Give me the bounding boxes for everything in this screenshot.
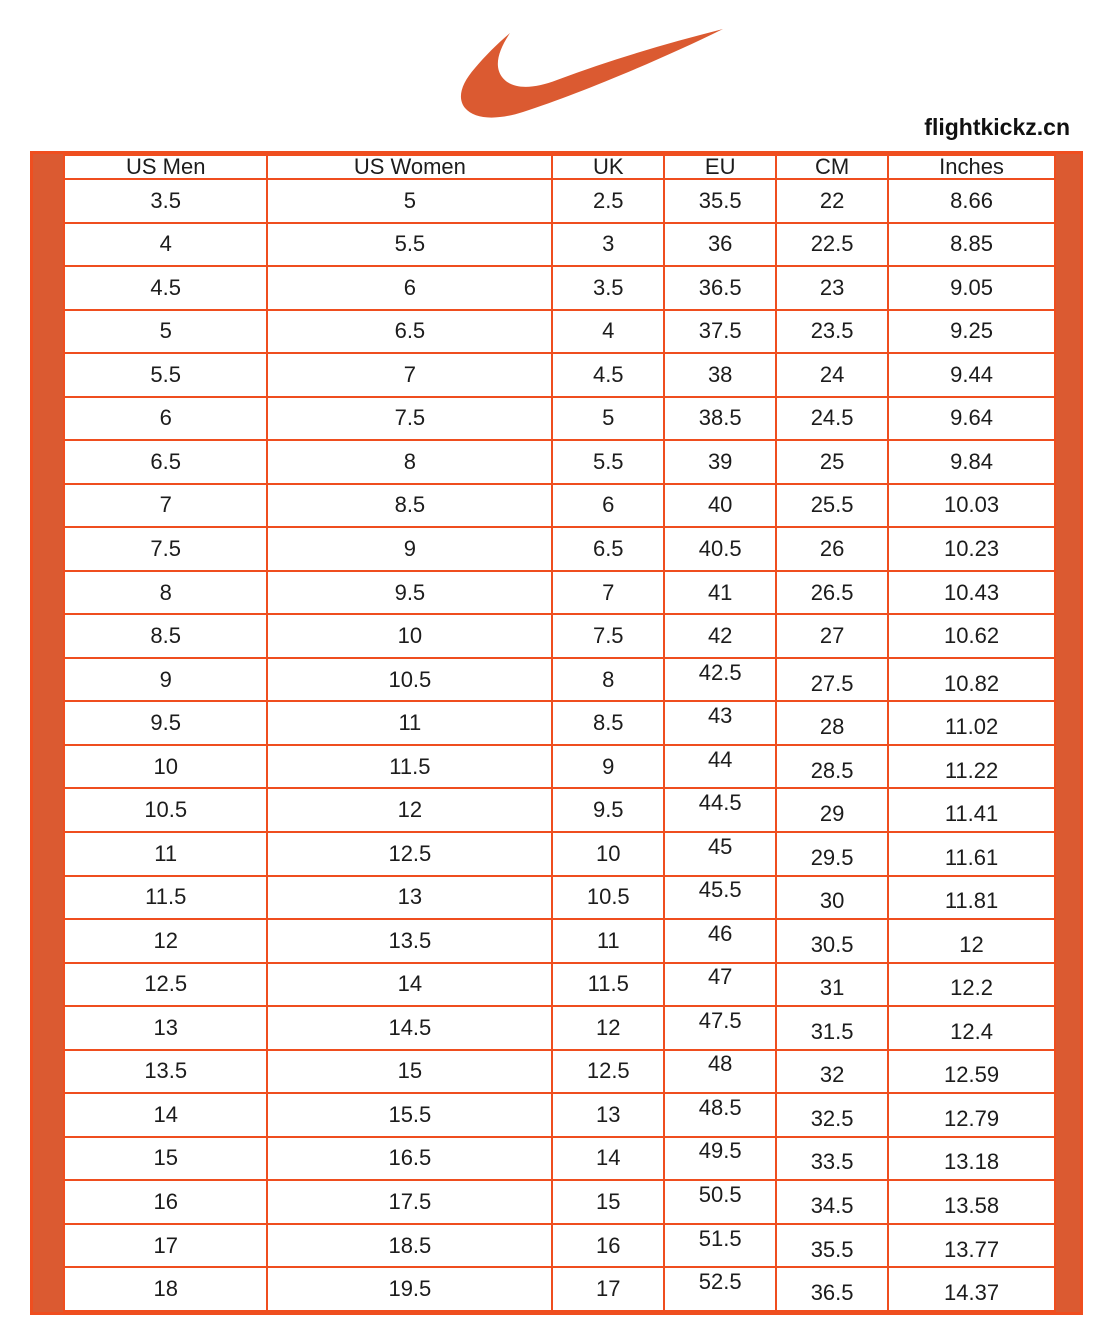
cell-us-men: 7.5 xyxy=(64,527,267,571)
cell-uk: 6 xyxy=(552,484,664,528)
cell-eu: 45.5 xyxy=(664,876,776,920)
cell-cm: 27.5 xyxy=(776,658,888,702)
column-header-uk: UK xyxy=(552,155,664,179)
cell-uk: 14 xyxy=(552,1137,664,1181)
table-row xyxy=(64,223,1055,267)
table-row xyxy=(64,788,1055,832)
table-row xyxy=(64,614,1055,658)
cell-eu: 36 xyxy=(664,223,776,267)
cell-us-women: 8.5 xyxy=(267,484,552,528)
cell-us-men: 18 xyxy=(64,1267,267,1311)
cell-us-men: 13.5 xyxy=(64,1050,267,1094)
cell-eu: 42 xyxy=(664,614,776,658)
cell-cm: 24 xyxy=(776,353,888,397)
cell-uk: 16 xyxy=(552,1224,664,1268)
cell-uk: 17 xyxy=(552,1267,664,1311)
cell-uk: 6.5 xyxy=(552,527,664,571)
table-row xyxy=(64,1180,1055,1224)
cell-cm: 26 xyxy=(776,527,888,571)
cell-us-women: 9.5 xyxy=(267,571,552,615)
cell-us-women: 13 xyxy=(267,876,552,920)
cell-uk: 15 xyxy=(552,1180,664,1224)
cell-us-women: 10 xyxy=(267,614,552,658)
cell-us-women: 11.5 xyxy=(267,745,552,789)
cell-cm: 26.5 xyxy=(776,571,888,615)
cell-us-men: 14 xyxy=(64,1093,267,1137)
table-row xyxy=(64,658,1055,702)
cell-us-men: 7 xyxy=(64,484,267,528)
table-row xyxy=(64,1050,1055,1094)
cell-inches: 11.41 xyxy=(888,788,1055,832)
table-row xyxy=(64,876,1055,920)
cell-uk: 2.5 xyxy=(552,179,664,223)
table-row xyxy=(64,1006,1055,1050)
cell-uk: 7 xyxy=(552,571,664,615)
table-row xyxy=(64,571,1055,615)
cell-us-men: 6 xyxy=(64,397,267,441)
cell-cm: 30 xyxy=(776,876,888,920)
cell-eu: 49.5 xyxy=(664,1137,776,1181)
table-row xyxy=(64,310,1055,354)
cell-us-women: 18.5 xyxy=(267,1224,552,1268)
table-row xyxy=(64,1137,1055,1181)
nike-swoosh-icon xyxy=(452,26,726,122)
cell-us-women: 19.5 xyxy=(267,1267,552,1311)
cell-uk: 11.5 xyxy=(552,963,664,1007)
cell-us-women: 12.5 xyxy=(267,832,552,876)
table-row xyxy=(64,266,1055,310)
table-row xyxy=(64,440,1055,484)
cell-eu: 36.5 xyxy=(664,266,776,310)
cell-uk: 10.5 xyxy=(552,876,664,920)
cell-uk: 7.5 xyxy=(552,614,664,658)
cell-us-women: 6 xyxy=(267,266,552,310)
cell-us-men: 13 xyxy=(64,1006,267,1050)
cell-eu: 44 xyxy=(664,745,776,789)
cell-eu: 46 xyxy=(664,919,776,963)
table-row xyxy=(64,832,1055,876)
cell-us-men: 16 xyxy=(64,1180,267,1224)
cell-uk: 3 xyxy=(552,223,664,267)
cell-uk: 8 xyxy=(552,658,664,702)
cell-eu: 52.5 xyxy=(664,1267,776,1311)
cell-eu: 45 xyxy=(664,832,776,876)
cell-uk: 4 xyxy=(552,310,664,354)
cell-cm: 32.5 xyxy=(776,1093,888,1137)
table-row xyxy=(64,397,1055,441)
cell-us-women: 14.5 xyxy=(267,1006,552,1050)
cell-inches: 11.61 xyxy=(888,832,1055,876)
cell-uk: 12.5 xyxy=(552,1050,664,1094)
cell-inches: 11.81 xyxy=(888,876,1055,920)
cell-cm: 34.5 xyxy=(776,1180,888,1224)
cell-eu: 47 xyxy=(664,963,776,1007)
cell-cm: 22.5 xyxy=(776,223,888,267)
cell-cm: 25 xyxy=(776,440,888,484)
cell-us-men: 6.5 xyxy=(64,440,267,484)
cell-uk: 9 xyxy=(552,745,664,789)
cell-uk: 5.5 xyxy=(552,440,664,484)
cell-us-men: 10 xyxy=(64,745,267,789)
cell-us-women: 8 xyxy=(267,440,552,484)
cell-eu: 50.5 xyxy=(664,1180,776,1224)
cell-uk: 8.5 xyxy=(552,701,664,745)
cell-us-men: 8.5 xyxy=(64,614,267,658)
cell-eu: 48 xyxy=(664,1050,776,1094)
table-row xyxy=(64,963,1055,1007)
cell-us-women: 5 xyxy=(267,179,552,223)
cell-us-men: 4.5 xyxy=(64,266,267,310)
cell-inches: 12.4 xyxy=(888,1006,1055,1050)
cell-cm: 36.5 xyxy=(776,1267,888,1311)
cell-eu: 51.5 xyxy=(664,1224,776,1268)
cell-inches: 8.85 xyxy=(888,223,1055,267)
cell-us-women: 6.5 xyxy=(267,310,552,354)
cell-cm: 28.5 xyxy=(776,745,888,789)
cell-us-women: 12 xyxy=(267,788,552,832)
cell-us-women: 11 xyxy=(267,701,552,745)
cell-inches: 13.77 xyxy=(888,1224,1055,1268)
cell-us-men: 12 xyxy=(64,919,267,963)
cell-us-men: 12.5 xyxy=(64,963,267,1007)
cell-cm: 31 xyxy=(776,963,888,1007)
cell-uk: 4.5 xyxy=(552,353,664,397)
cell-inches: 9.64 xyxy=(888,397,1055,441)
cell-eu: 40 xyxy=(664,484,776,528)
cell-inches: 14.37 xyxy=(888,1267,1055,1311)
cell-uk: 9.5 xyxy=(552,788,664,832)
cell-inches: 9.05 xyxy=(888,266,1055,310)
cell-us-women: 10.5 xyxy=(267,658,552,702)
cell-eu: 40.5 xyxy=(664,527,776,571)
cell-eu: 37.5 xyxy=(664,310,776,354)
cell-eu: 41 xyxy=(664,571,776,615)
column-header-us-men: US Men xyxy=(64,155,267,179)
cell-inches: 11.22 xyxy=(888,745,1055,789)
site-label: flightkickz.cn xyxy=(924,114,1070,140)
cell-inches: 13.58 xyxy=(888,1180,1055,1224)
table-row xyxy=(64,745,1055,789)
left-accent-band xyxy=(33,154,63,1312)
column-header-eu: EU xyxy=(664,155,776,179)
cell-eu: 43 xyxy=(664,701,776,745)
cell-inches: 12.59 xyxy=(888,1050,1055,1094)
cell-cm: 29.5 xyxy=(776,832,888,876)
cell-cm: 32 xyxy=(776,1050,888,1094)
cell-us-men: 11.5 xyxy=(64,876,267,920)
cell-inches: 10.82 xyxy=(888,658,1055,702)
cell-inches: 12 xyxy=(888,919,1055,963)
cell-uk: 11 xyxy=(552,919,664,963)
table-row xyxy=(64,353,1055,397)
cell-us-women: 17.5 xyxy=(267,1180,552,1224)
size-chart-frame xyxy=(30,151,1083,1315)
cell-us-men: 5 xyxy=(64,310,267,354)
cell-inches: 12.2 xyxy=(888,963,1055,1007)
column-header-cm: CM xyxy=(776,155,888,179)
cell-cm: 22 xyxy=(776,179,888,223)
column-header-inches: Inches xyxy=(888,155,1055,179)
cell-inches: 11.02 xyxy=(888,701,1055,745)
cell-cm: 28 xyxy=(776,701,888,745)
cell-inches: 10.23 xyxy=(888,527,1055,571)
cell-inches: 12.79 xyxy=(888,1093,1055,1137)
cell-uk: 5 xyxy=(552,397,664,441)
cell-cm: 30.5 xyxy=(776,919,888,963)
cell-us-men: 9 xyxy=(64,658,267,702)
header-row xyxy=(64,155,1055,179)
cell-cm: 33.5 xyxy=(776,1137,888,1181)
cell-eu: 44.5 xyxy=(664,788,776,832)
table-row xyxy=(64,1267,1055,1311)
size-chart-body xyxy=(64,179,1055,1311)
table-row xyxy=(64,484,1055,528)
right-accent-band xyxy=(1056,154,1080,1312)
cell-us-men: 11 xyxy=(64,832,267,876)
cell-us-women: 7.5 xyxy=(267,397,552,441)
cell-cm: 35.5 xyxy=(776,1224,888,1268)
table-row xyxy=(64,919,1055,963)
cell-cm: 23.5 xyxy=(776,310,888,354)
cell-uk: 12 xyxy=(552,1006,664,1050)
cell-eu: 35.5 xyxy=(664,179,776,223)
cell-us-men: 9.5 xyxy=(64,701,267,745)
cell-cm: 24.5 xyxy=(776,397,888,441)
cell-inches: 10.62 xyxy=(888,614,1055,658)
cell-us-men: 15 xyxy=(64,1137,267,1181)
cell-eu: 38 xyxy=(664,353,776,397)
cell-us-men: 8 xyxy=(64,571,267,615)
table-row xyxy=(64,1224,1055,1268)
cell-cm: 29 xyxy=(776,788,888,832)
column-header-us-women: US Women xyxy=(267,155,552,179)
size-chart-table xyxy=(63,154,1056,1312)
table-row xyxy=(64,1093,1055,1137)
cell-us-men: 4 xyxy=(64,223,267,267)
cell-inches: 10.43 xyxy=(888,571,1055,615)
cell-uk: 3.5 xyxy=(552,266,664,310)
cell-eu: 42.5 xyxy=(664,658,776,702)
cell-us-women: 5.5 xyxy=(267,223,552,267)
cell-uk: 10 xyxy=(552,832,664,876)
table-row xyxy=(64,179,1055,223)
cell-us-men: 10.5 xyxy=(64,788,267,832)
cell-us-women: 13.5 xyxy=(267,919,552,963)
cell-us-men: 17 xyxy=(64,1224,267,1268)
cell-cm: 27 xyxy=(776,614,888,658)
cell-inches: 13.18 xyxy=(888,1137,1055,1181)
cell-eu: 38.5 xyxy=(664,397,776,441)
cell-us-women: 16.5 xyxy=(267,1137,552,1181)
cell-inches: 8.66 xyxy=(888,179,1055,223)
cell-eu: 47.5 xyxy=(664,1006,776,1050)
cell-us-men: 3.5 xyxy=(64,179,267,223)
cell-us-women: 15.5 xyxy=(267,1093,552,1137)
table-row xyxy=(64,527,1055,571)
cell-cm: 23 xyxy=(776,266,888,310)
cell-us-women: 15 xyxy=(267,1050,552,1094)
cell-cm: 25.5 xyxy=(776,484,888,528)
cell-eu: 39 xyxy=(664,440,776,484)
cell-inches: 10.03 xyxy=(888,484,1055,528)
cell-us-women: 14 xyxy=(267,963,552,1007)
cell-us-women: 7 xyxy=(267,353,552,397)
cell-inches: 9.25 xyxy=(888,310,1055,354)
table-row xyxy=(64,701,1055,745)
cell-cm: 31.5 xyxy=(776,1006,888,1050)
cell-inches: 9.44 xyxy=(888,353,1055,397)
cell-eu: 48.5 xyxy=(664,1093,776,1137)
cell-us-women: 9 xyxy=(267,527,552,571)
cell-inches: 9.84 xyxy=(888,440,1055,484)
cell-uk: 13 xyxy=(552,1093,664,1137)
cell-us-men: 5.5 xyxy=(64,353,267,397)
